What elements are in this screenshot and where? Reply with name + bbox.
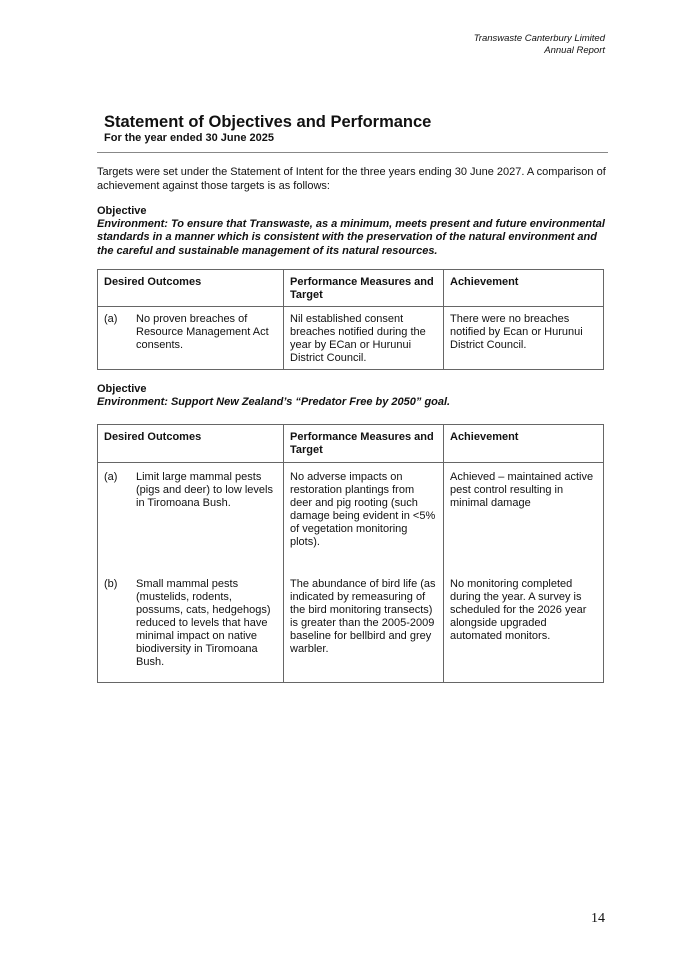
- objective-text: Environment: To ensure that Transwaste, as a minimum, meets present and future environmental standards in a manner which is consistent with the preservation of the natural environment and the careful and sustainable management of its natural resources.: [97, 218, 605, 257]
- column-header: Desired Outcomes: [98, 270, 284, 307]
- table-row: [98, 307, 604, 370]
- performance-measure: Nil established consent breaches notified during the year by ECan or Hurunui District Council.: [284, 307, 444, 370]
- report-name: Annual Report: [544, 44, 605, 56]
- performance-measure: No adverse impacts on restoration plantings from deer and pig rooting (such damage being evident in <5% of vegetation monitoring plots).: [284, 463, 444, 573]
- page-number: 14: [591, 911, 605, 926]
- performance-measure: The abundance of bird life (as indicated by remeasuring of the bird monitoring transects) is greater than the 2005-2009 baseline for bellbird and grey warbler.: [284, 572, 444, 683]
- page-title: Statement of Objectives and Performance: [104, 113, 432, 131]
- row-letter: (a): [104, 313, 118, 325]
- table-row: [98, 572, 604, 683]
- objective-text: Environment: Support New Zealand’s “Predator Free by 2050” goal.: [97, 396, 451, 409]
- desired-outcome: Small mammal pests (mustelids, rodents, possums, cats, hedgehogs) reduced to levels that have minimal impact on native biodiversity in Tiromoana Bush.: [136, 578, 271, 668]
- achievement: No monitoring completed during the year. A survey is scheduled for the 2026 year alongside upgraded automated monitors.: [444, 572, 604, 683]
- running-header: [474, 33, 605, 56]
- achievement: Achieved – maintained active pest control resulting in minimal damage: [444, 463, 604, 573]
- achievement: There were no breaches notified by Ecan or Hurunui District Council.: [444, 307, 604, 370]
- desired-outcome: Limit large mammal pests (pigs and deer) to low levels in Tiromoana Bush.: [136, 471, 273, 509]
- column-header: Performance Measures and Target: [284, 425, 444, 463]
- objective-2: [97, 383, 612, 409]
- objective-2-table: [97, 424, 604, 683]
- table-header-row: [98, 270, 604, 307]
- column-header: Performance Measures and Target: [284, 270, 444, 307]
- desired-outcome: No proven breaches of Resource Management Act consents.: [136, 313, 269, 351]
- row-letter: (a): [104, 471, 118, 483]
- intro-paragraph: Targets were set under the Statement of Intent for the three years ending 30 June 2027. A comparison of achievement against those targets is as follows:: [97, 166, 606, 192]
- column-header: Achievement: [444, 270, 604, 307]
- title-divider: [97, 152, 608, 153]
- objective-1: [97, 205, 612, 258]
- row-letter: (b): [104, 578, 118, 590]
- column-header: Desired Outcomes: [98, 425, 284, 463]
- objective-label: Objective: [97, 205, 147, 217]
- table-row: [98, 463, 604, 573]
- objective-label: Objective: [97, 383, 147, 395]
- company-name: Transwaste Canterbury Limited: [473, 33, 605, 44]
- page-subtitle: For the year ended 30 June 2025: [104, 132, 274, 144]
- objective-1-table: [97, 269, 604, 370]
- column-header: Achievement: [444, 425, 604, 463]
- table-header-row: [98, 425, 604, 463]
